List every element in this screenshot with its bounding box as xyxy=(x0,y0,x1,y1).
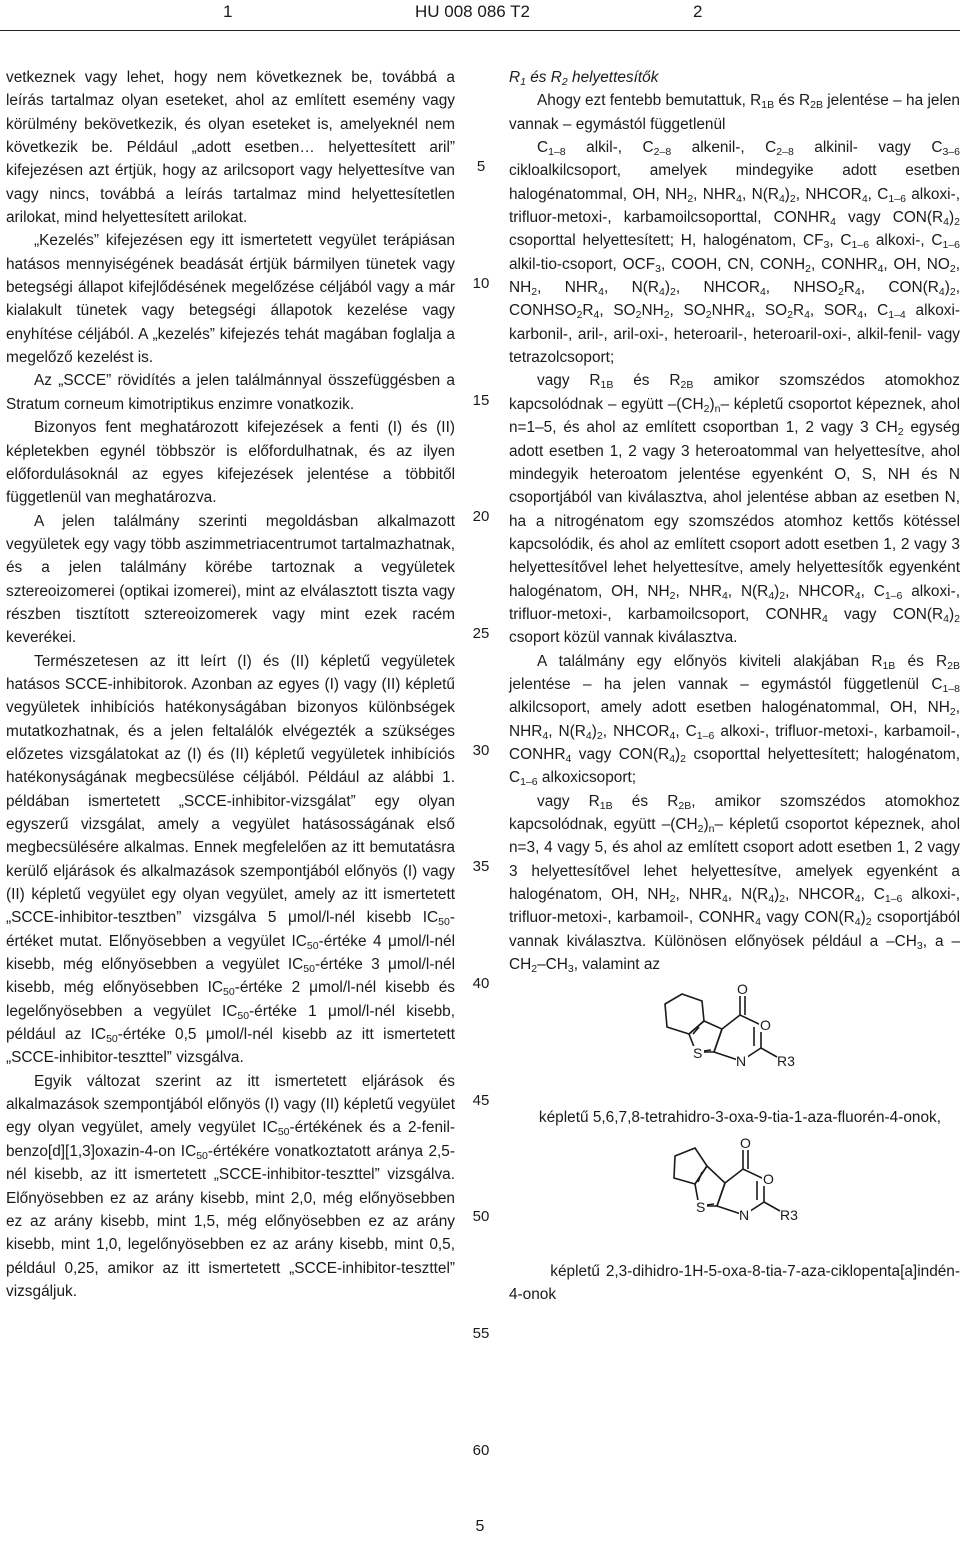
nitrogen-label: N xyxy=(739,1206,750,1223)
paragraph: „Kezelés” kifejezésen egy itt ismertetett vegyület terápiásan hatásos mennyiségének beadását értjük bármilyen tünetek vagy betegségi állapot kifejlődésének megelőzése céljából vagy a már kialakult tünetek vagy betegségi állapotok kezelése vagy enyhítése céljából. A „kezelés” kifejezés tehát magában foglalja a megelőző kezelést is. xyxy=(6,232,455,367)
line-number: 60 xyxy=(472,1442,490,1459)
tetrahydro-thienooxazinone-structure xyxy=(509,982,960,1100)
sulfur-label: S xyxy=(696,1198,706,1215)
dihydro-cyclopentathienooxazinone-structure xyxy=(509,1136,960,1254)
paragraph: Természetesen az itt leírt (I) és (II) képletű vegyületek hatásos SCCE-inhibitorok. Azonban az egyes (I) vagy (II) képletű vegyületek inhibíciós hatékonyságában bizonyos különbségek mutatkozhatnak, és a jelen feltalálók elvégezték a szükséges előzetes vizsgálatokat az (I) és (II) képletű vegyületek inhibíciós hatékonyságának megbecsülése céljából. Például az alábbi 1. példában ismertetett „SCCE-inhibitor-vizsgálat” egy olyan egyszerű vizsgálat, amely a vegyület hatásosságának első megbecsülésére alkalmas. Ennek megfelelően az itt bemutatásra kerülő eljárások és alkalmazások szempontjából előnyös (I) vagy (II) képletű vegyület egy olyan vegyület, amely az itt ismertetett „SCCE-inhibitor-tesztben” vizsgálva 5 μmol/l-nél kisebb $IC_{50}$-értéket mutat. Előnyösebben a vegyület $IC_{50}$-értéke 4 μmol/l-nél kisebb, még előnyösebben a vegyület $IC_{50}$-értéke 3 μmol/l-nél kisebb, még előnyösebben $IC_{50}$-értéke 2 μmol/l-nél kisebb és legelőnyösebben a vegyület $IC_{50}$-értéke 1 μmol/l-nél kisebb, például az $IC_{50}$-értéke 0,5 μmol/l-nél kisebb az itt ismertetett „SCCE-inhibitor-teszttel” vizsgálva. xyxy=(6,652,455,1067)
paragraph: Bizonyos fent meghatározott kifejezések a fenti (I) és (II) képletekben egynél többször is előfordulhatnak, és az ilyen előfordulásoknál az egyes kifejezések jelentése a többitől függetlenül van meghatározva. xyxy=(6,419,455,507)
line-number: 25 xyxy=(472,625,490,642)
carbonyl-oxygen-label: O xyxy=(737,982,748,998)
left-column xyxy=(6,66,455,1303)
paragraph: Az „SCCE” rövidítés a jelen találmánnyal összefüggésben a Stratum corneum kimotriptikus enzimre vonatkozik. xyxy=(6,372,455,413)
header-left-page-number: 1 xyxy=(223,2,233,21)
structure-caption: képletű 5,6,7,8-tetrahidro-3-oxa-9-tia-1-aza-fluorén-4-onok, xyxy=(509,1109,942,1127)
paragraph: vagy $R_{1B}$ és $R_{2B}$ amikor szomszédos atomokhoz kapcsolódnak – együtt $-(CH_2)_n-$ képletű csoportot képeznek, ahol n=1–5, és ahol az említett csoportban 1, 2 vagy 3 $CH_2$ egység adott esetben 1, 2 vagy 3 heteroatommal van helyettesítve, ahol mindegyik heteroatom jelentése egyenként O, S, NH és N csoportjából van kiválasztva, ahol jelentése abban az esetben N, ha a nitrogénatom egy szomszédos atomhoz kettős kötéssel kapcsolódik, és ahol az említett csoport adott esetben 1, 2 vagy 3 helyettesítővel lehet helyettesítve, amely helyettesítők egyenként halogénatom, OH, $NH_2$, $NHR_4$, $N(R_4)_2$, $NHCOR_4$, $C_{1-6}$ alkoxi-, trifluor-metoxi-, karbamoilcsoport, $CONHR_4$ vagy $CON(R_4)_2$ csoport közül vannak kiválasztva. xyxy=(509,372,960,647)
structure-caption: képletű 2,3-dihidro-1H-5-oxa-8-tia-7-aza-ciklopenta[a]indén-4-onok xyxy=(509,1262,960,1304)
line-number: 5 xyxy=(476,158,486,175)
line-number: 45 xyxy=(472,1092,490,1109)
oxygen-ring-label: O xyxy=(763,1170,774,1187)
line-number: 30 xyxy=(472,742,490,759)
paragraph: Ahogy ezt fentebb bemutattuk, $R_{1B}$ és $R_{2B}$ jelentése – ha jelen vannak – egymástól függetlenül xyxy=(509,92,960,133)
r3-label: R3 xyxy=(780,1206,798,1223)
line-number: 40 xyxy=(472,975,490,992)
right-column xyxy=(509,66,960,1306)
r3-label: R3 xyxy=(777,1053,795,1070)
paragraph: $C_{1-8}$ alkil-, $C_{2-8}$ alkenil-, $C_{2-8}$ alkinil- vagy $C_{3-6}$ cikloalkilcsoport, amelyek mindegyike adott esetben halogénatommal, OH, $NH_2$, $NHR_4$, $N(R_4)_2$, $NHCOR_4$, $C_{1-6}$ alkoxi-, trifluor-metoxi-, karbamoilcsoporttal, $CONHR_4$ vagy $CON(R_4)_2$ csoporttal helyettesített; H, halogénatom, $CF_3$, $C_{1-6}$ alkoxi-, $C_{1-6}$ alkil-tio-csoport, $OCF_3$, COOH, CN, $CONH_2$, $CONHR_4$, OH, $NO_2$, $NH_2$, $NHR_4$, $N(R_4)_2$, $NHCOR_4$, $NHSO_2R_4$, $CON(R_4)_2$, $CONHSO_2R_4$, $SO_2NH_2$, $SO_2NHR_4$, $SO_2R_4$, $SOR_4$, $C_{1-4}$ alkoxi-karbonil-, aril-, aril-oxi-, heteroaril-, heteroaril-oxi-, alkil-fenil- vagy tetrazolcsoport; xyxy=(509,139,960,367)
header-rule xyxy=(0,30,960,31)
line-number: 50 xyxy=(472,1208,490,1225)
line-number: 20 xyxy=(472,508,490,525)
paragraph: A jelen találmány szerinti megoldásban alkalmazott vegyületek egy vagy több aszimmetriacentrumot tartalmazhatnak, és a jelen találmány körébe tartoznak a vegyületek sztereoizomerei (optikai izomerei), mint az elválasztott tiszta vagy részben tisztított sztereoizomerek vagy mint ezek racém keverékei. xyxy=(6,512,455,647)
line-number: 15 xyxy=(472,392,490,409)
header-right-page-number: 2 xyxy=(693,2,703,21)
sulfur-label: S xyxy=(693,1045,703,1062)
section-heading: $R_1$ és $R_2$ helyettesítők xyxy=(509,69,659,88)
line-number: 35 xyxy=(472,858,490,875)
paragraph: A találmány egy előnyös kiviteli alakjában $R_{1B}$ és $R_{2B}$ jelentése – ha jelen vannak – egymástól függetlenül $C_{1-8}$ alkilcsoport, amely adott esetben halogénatommal, OH, $NH_2$, $NHR_4$, $N(R_4)_2$, $NHCOR_4$, $C_{1-6}$ alkoxi-, trifluor-metoxi-, karbamoil-, $CONHR_4$ vagy $CON(R_4)_2$ csoporttal helyettesített; halogénatom, $C_{1-6}$ alkoxicsoport; xyxy=(509,652,960,789)
nitrogen-label: N xyxy=(736,1053,747,1070)
header-document-id: HU 008 086 T2 xyxy=(415,2,530,21)
paragraph: vetkeznek vagy lehet, hogy nem következnek be, továbbá a leírás tartalmaz olyan eseteket, ahol az említett esemény vagy körülmény bekövetkezik, és olyan eseteket is, amelyeknél nem következik be. Például „adott esetben… helyettesített aril” kifejezésen azt értjük, hogy az arilcsoport vagy helyettesítve van vagy nincs, továbbá a leírás tartalmaz mind helyettesítetlen arilokat, mind helyettesített arilokat. xyxy=(6,69,455,227)
line-number: 10 xyxy=(472,275,490,292)
paragraph: Egyik változat szerint az itt ismertetett eljárások és alkalmazások szempontjából előnyös (I) vagy (II) képletű vegyület egy olyan vegyület, amely vegyület $IC_{50}$-értékének és a 2-fenil-benzo[d][1,3]oxazin-4-on $IC_{50}$-értékére vonatkoztatott aránya 2,5-nél kisebb, az itt ismertetett „SCCE-inhibitor-teszttel” vizsgálva. Előnyösebben ez az arány kisebb, mint 2,0, még előnyösebben ez az arány kisebb, mint 1,5, még előnyösebben ez az arány kisebb, mint 1,0, legelőnyösebben ez az arány kisebb, mint 0,5, például 0,25, amikor az itt ismertetett „SCCE-inhibitor-teszttel” vizsgáljuk. xyxy=(6,1072,455,1300)
footer-page-number: 5 xyxy=(475,1518,485,1535)
carbonyl-oxygen-label: O xyxy=(740,1135,751,1151)
oxygen-ring-label: O xyxy=(760,1017,771,1034)
line-number: 55 xyxy=(472,1325,490,1342)
paragraph: vagy $R_{1B}$ és $R_{2B}$, amikor szomszédos atomokhoz kapcsolódnak, együtt $-(CH_2)_n-$ képletű csoportot képeznek, ahol n=3, 4 vagy 5, és ahol az említett csoport adott esetben 1, 2 vagy 3 helyettesítővel lehet helyettesítve, amelyek egyenként a halogénatom, OH, $NH_2$, $NHR_4$, $N(R_4)_2$, $NHCOR_4$, $C_{1-6}$ alkoxi-, trifluor-metoxi-, karbamoil-, $CONHR_4$ vagy $CON(R_4)_2$ csoportjából vannak kiválasztva. Különösen előnyösek például a $-CH_3$, a $-CH_2-CH_3$, valamint az xyxy=(509,792,960,976)
